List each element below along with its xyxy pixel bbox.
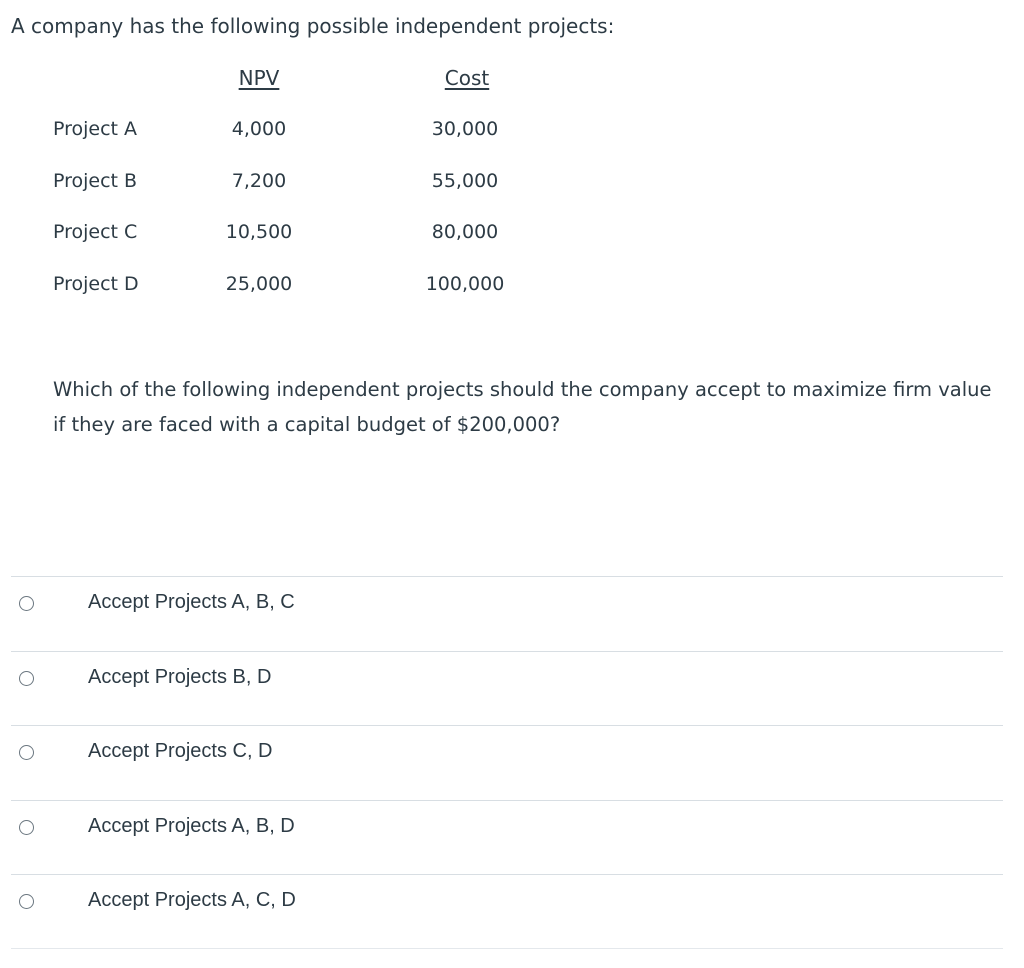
- project-cost: 100,000: [425, 273, 505, 295]
- radio-button[interactable]: [19, 894, 34, 909]
- answer-label[interactable]: Accept Projects A, B, D: [88, 814, 295, 837]
- radio-button[interactable]: [19, 820, 34, 835]
- question-intro: A company has the following possible independent projects:: [11, 14, 615, 38]
- project-name: Project B: [53, 170, 138, 192]
- answer-label[interactable]: Accept Projects A, C, D: [88, 889, 296, 911]
- answer-label[interactable]: Accept Projects A, B, C: [88, 591, 295, 613]
- radio-button[interactable]: [19, 596, 34, 611]
- answer-label[interactable]: Accept Projects B, D: [88, 665, 272, 688]
- project-cost: 30,000: [431, 118, 499, 140]
- answer-option[interactable]: [11, 800, 1003, 875]
- project-npv: 4,000: [231, 118, 287, 140]
- answer-label[interactable]: Accept Projects C, D: [88, 740, 273, 762]
- project-name: Project C: [53, 221, 138, 243]
- table-row: [0, 118, 1024, 148]
- project-npv: 25,000: [225, 273, 293, 295]
- table-row: [0, 170, 1024, 200]
- answer-option[interactable]: [11, 651, 1003, 726]
- npv-column-header: NPV: [238, 66, 280, 90]
- radio-button[interactable]: [19, 745, 34, 760]
- answer-choices: [11, 576, 1003, 949]
- answer-option[interactable]: [11, 725, 1003, 800]
- radio-button[interactable]: [19, 671, 34, 686]
- project-name: Project D: [53, 273, 139, 295]
- project-npv: 10,500: [225, 221, 293, 243]
- answer-option[interactable]: [11, 874, 1003, 949]
- cost-column-header: Cost: [444, 66, 490, 90]
- project-cost: 55,000: [431, 170, 499, 192]
- question-prompt: Which of the following independent projects should the company accept to maximize firm value if they are faced with a capital budget of $200,000?: [53, 378, 992, 436]
- project-cost: 80,000: [431, 221, 499, 243]
- project-name: Project A: [53, 118, 138, 140]
- table-row: [0, 221, 1024, 251]
- project-npv: 7,200: [231, 170, 287, 192]
- table-row: [0, 273, 1024, 303]
- answer-option[interactable]: [11, 576, 1003, 651]
